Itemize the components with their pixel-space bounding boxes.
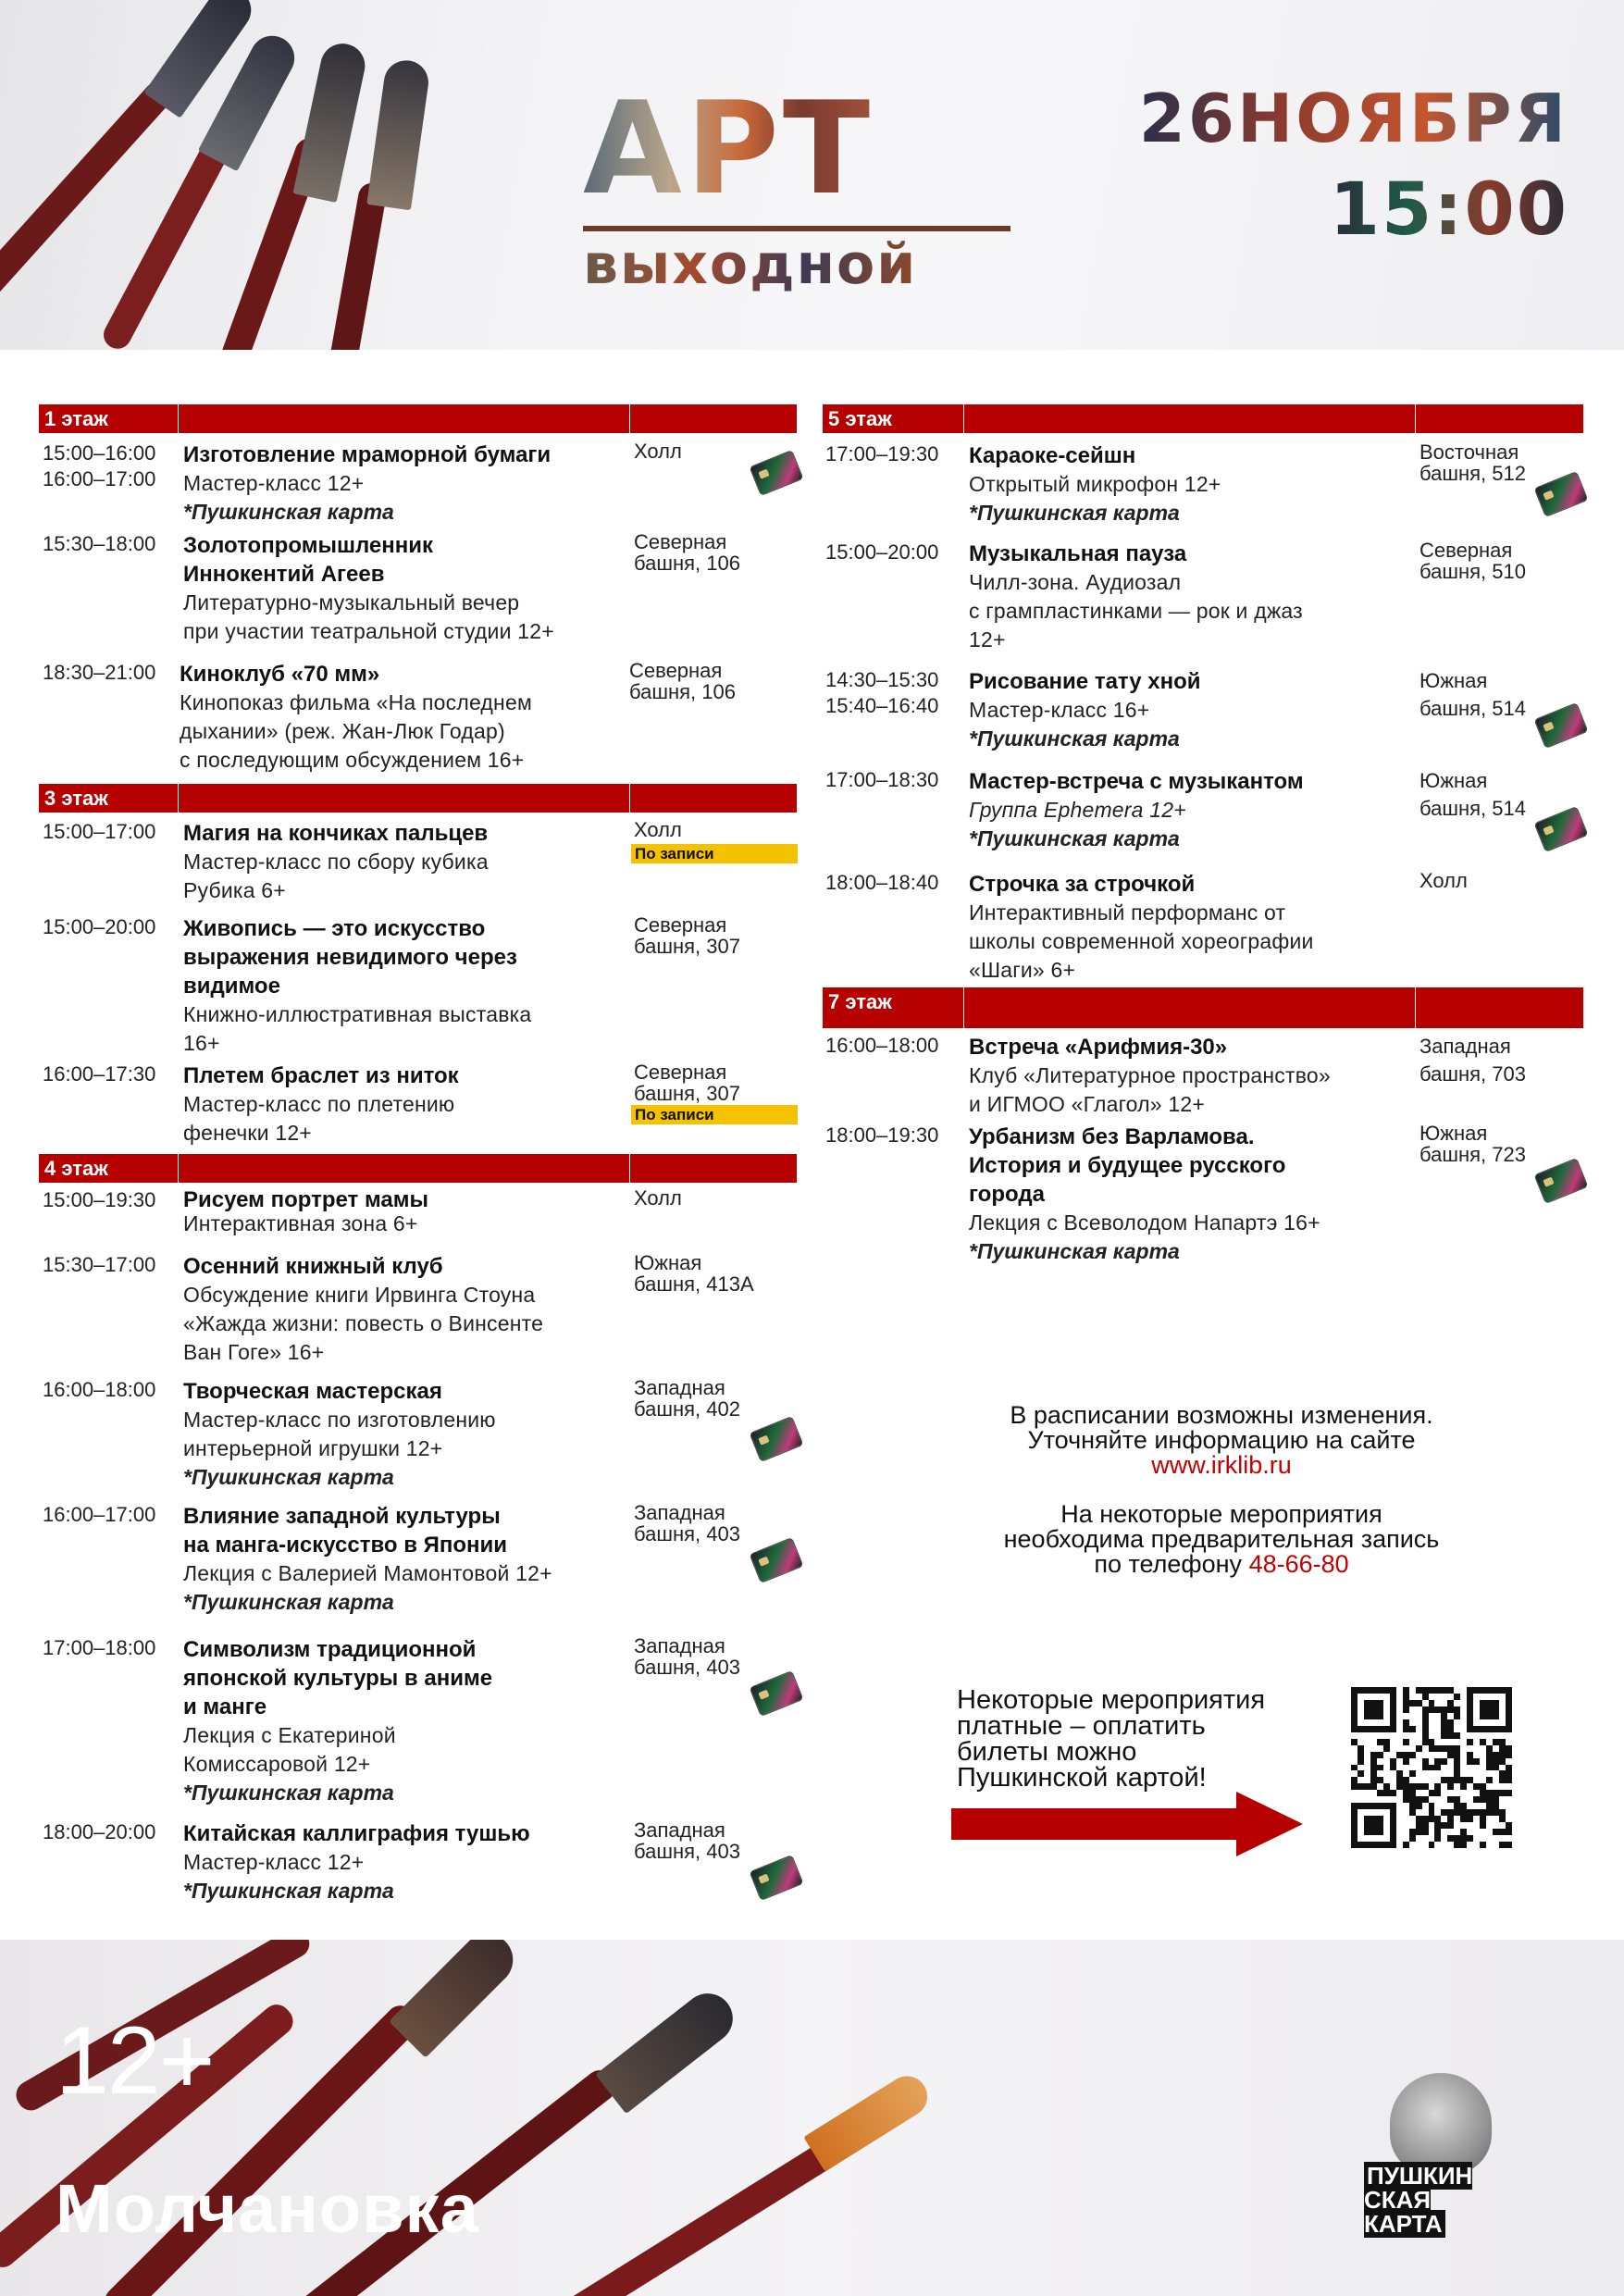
event-description: Мастер-класс по плетению фенечки 12+ [183, 1092, 455, 1145]
event-title: Караоке-сейшн [969, 443, 1136, 468]
pushkin-card-logo [1360, 2073, 1545, 2249]
notice-line: В расписании возможны изменения. [1010, 1401, 1433, 1429]
event-description: Обсуждение книги Ирвинга Стоуна «Жажда жизни: повесть о Винсенте Ван Гоге» 16+ [183, 1283, 544, 1364]
event-item [825, 1123, 1584, 1271]
event-title: Рисование тату хной [969, 669, 1201, 694]
event-item [825, 767, 1584, 860]
event-item [43, 531, 797, 642]
event-time-range: 15:00–17:00 [43, 820, 156, 843]
event-description: Кинопоказ фильма «На последнем дыхании» (реж. Жан-Люк Годар) с последующим обсуждением 16+ [180, 690, 532, 772]
brush-illustration [803, 2068, 935, 2172]
event-location: Западная башня, 403 [634, 1501, 740, 1545]
event-time-range: 15:00–16:00 16:00–17:00 [43, 441, 156, 490]
event-title: Строчка за строчкой [969, 872, 1196, 897]
event-description: Чилл-зона. Аудиозал с грампластинками — рок и джаз 12+ [969, 570, 1303, 652]
event-description: Клуб «Литературное пространство» и ИГМОО «Глагол» 12+ [969, 1063, 1331, 1116]
pushkin-bust-icon [1390, 2073, 1492, 2175]
brush-illustration [99, 128, 237, 350]
pushkin-card-note: *Пушкинская карта [969, 726, 1180, 751]
event-time-range: 18:00–18:40 [825, 871, 939, 894]
event-location: Южная башня, 514 [1419, 669, 1526, 720]
event-item [825, 667, 1584, 760]
notice-line: На некоторые мероприятия [1060, 1500, 1382, 1528]
event-location: Западная башня, 403 [634, 1634, 740, 1679]
brush-illustration [366, 57, 431, 210]
header-banner [0, 0, 1624, 350]
event-time-range: 15:00–20:00 [825, 540, 939, 564]
event-location: Северная башня, 307 [634, 913, 740, 958]
event-location: Западная башня, 703 [1419, 1035, 1526, 1086]
event-time-range: 16:00–17:30 [43, 1062, 156, 1086]
event-item [825, 540, 1584, 660]
event-location: Северная башня, 106 [629, 659, 736, 703]
pushkin-card-icon [1533, 1158, 1588, 1204]
event-subtitle: выходной [583, 232, 918, 297]
event-item [43, 1252, 797, 1372]
pushkin-card-note: *Пушкинская карта [183, 500, 394, 524]
event-description: Литературно-музыкальный вечер при участии театральной студии 12+ [183, 590, 554, 643]
event-location: Северная башня, 106 [634, 530, 740, 575]
event-title: Рисуем портрет мамы [183, 1187, 428, 1212]
section-header-floor-3: 3 этаж [39, 784, 797, 813]
event-title: Влияние западной культуры на манга-искусство в Японии [183, 1504, 508, 1558]
notice-line: необходима предварительная запись [1003, 1525, 1440, 1553]
event-title: Музыкальная пауза [969, 541, 1187, 566]
section-header-floor-5: 5 этаж [823, 404, 1583, 433]
event-location: Западная башня, 403 [634, 1818, 740, 1863]
event-time-range: 14:30–15:30 15:40–16:40 [825, 668, 939, 717]
notice-line: по телефону [1094, 1550, 1249, 1578]
registration-notice [925, 1502, 1518, 1577]
pushkin-card-icon [1533, 702, 1588, 749]
event-description: Мастер-класс 12+ [183, 471, 365, 495]
event-title: Символизм традиционной японской культуры в аниме и манге [183, 1637, 493, 1719]
event-title: Живопись — это искусство выражения невидимого через видимое [183, 916, 517, 999]
pushkin-card-note: *Пушкинская карта [183, 1879, 394, 1903]
phone-number[interactable]: 48-66-80 [1248, 1550, 1349, 1578]
event-location: Южная башня, 723 [1419, 1122, 1526, 1166]
pushkin-card-icon [749, 1416, 803, 1462]
brush-illustration [329, 180, 388, 350]
website-link[interactable]: www.irklib.ru [1151, 1451, 1292, 1479]
pushkin-card-note: *Пушкинская карта [183, 1781, 394, 1805]
registration-badge: По записи [631, 1105, 798, 1124]
event-item [43, 1635, 797, 1811]
event-description: Мастер-класс по изготовлению интерьерной игрушки 12+ [183, 1408, 496, 1460]
brush-illustration [595, 1983, 742, 2114]
event-location: Холл [1419, 869, 1468, 892]
event-item [43, 914, 797, 1053]
event-item [825, 1033, 1584, 1125]
event-time-range: 18:00–19:30 [825, 1123, 939, 1147]
pushkin-card-icon [749, 1855, 803, 1901]
event-item [43, 1377, 797, 1497]
brush-illustration [293, 40, 369, 203]
event-location: Холл [634, 818, 682, 841]
brush-illustration [548, 2136, 845, 2296]
event-title: Магия на кончиках пальцев [183, 821, 489, 846]
event-description: Интерактивная зона 6+ [183, 1211, 418, 1235]
event-location: Восточная башня, 512 [1419, 441, 1526, 485]
event-item [43, 819, 797, 912]
molchanovka-logo: Молчановка [56, 2170, 479, 2247]
pushkin-card-icon [749, 1670, 803, 1717]
event-time-range: 16:00–18:00 [825, 1034, 939, 1057]
event-title: Творческая мастерская [183, 1379, 442, 1404]
pushkin-card-logo-text: ПУШКИН СКАЯ КАРТА [1364, 2162, 1473, 2238]
section-header-floor-1: 1 этаж [39, 404, 797, 433]
pushkin-card-icon [1533, 471, 1588, 517]
event-item [43, 1819, 797, 1912]
pushkin-card-note: *Пушкинская карта [969, 1239, 1180, 1263]
event-time-range: 16:00–17:00 [43, 1503, 156, 1526]
event-location: Холл [634, 1186, 682, 1210]
arrow-icon [951, 1808, 1238, 1840]
event-item [825, 870, 1584, 990]
event-item [43, 441, 797, 533]
arrow-icon [1236, 1792, 1303, 1856]
event-title: Изготовление мраморной бумаги [183, 442, 552, 467]
event-location: Западная башня, 402 [634, 1376, 740, 1421]
event-time: 15:00 [1329, 168, 1568, 252]
event-description: Лекция с Екатериной Комиссаровой 12+ [183, 1723, 396, 1776]
brush-illustration [389, 1940, 524, 2058]
event-item [43, 660, 797, 771]
event-title: Мастер-встреча с музыкантом [969, 769, 1304, 794]
event-item [43, 1187, 797, 1243]
event-time-range: 17:00–18:00 [43, 1636, 156, 1659]
event-title: Встреча «Арифмия-30» [969, 1035, 1228, 1060]
event-description: Лекция с Всеволодом Напартэ 16+ [969, 1210, 1320, 1235]
age-rating: 12+ [56, 2007, 214, 2115]
event-description: Лекция с Валерией Мамонтовой 12+ [183, 1561, 552, 1585]
event-location: Холл [634, 440, 682, 463]
event-description: Интерактивный перформанс от школы современной хореографии «Шаги» 6+ [969, 900, 1314, 982]
notice-line: Уточняйте информацию на сайте [1027, 1426, 1416, 1454]
pushkin-card-icon [749, 1537, 803, 1583]
section-header-floor-4: 4 этаж [39, 1154, 797, 1183]
pushkin-card-icon [749, 450, 803, 496]
event-description: Открытый микрофон 12+ [969, 472, 1221, 496]
schedule-notice [925, 1403, 1518, 1478]
event-time-range: 16:00–18:00 [43, 1378, 156, 1401]
event-title: Осенний книжный клуб [183, 1254, 443, 1279]
event-location: Южная башня, 514 [1419, 769, 1526, 820]
event-time-range: 18:30–21:00 [43, 661, 156, 684]
pushkin-card-note: *Пушкинская карта [183, 1465, 394, 1489]
event-time-range: 17:00–18:30 [825, 768, 939, 791]
pushkin-card-icon [1533, 806, 1588, 852]
event-time-range: 17:00–19:30 [825, 442, 939, 465]
event-date: 26НОЯБРЯ [1138, 80, 1568, 157]
event-title: АРТ [583, 74, 874, 223]
event-location: Северная башня, 510 [1419, 539, 1526, 583]
event-time-range: 15:30–17:00 [43, 1253, 156, 1276]
event-item [43, 1502, 797, 1622]
qr-code[interactable] [1351, 1687, 1512, 1848]
event-title: Золотопромышленник Иннокентий Агеев [183, 533, 433, 587]
pushkin-card-note: *Пушкинская карта [969, 826, 1180, 850]
event-description: Книжно-иллюстративная выставка 16+ [183, 1002, 532, 1055]
event-location: Северная башня, 307 [634, 1061, 740, 1105]
event-time-range: 15:30–18:00 [43, 532, 156, 555]
event-title: Китайская каллиграфия тушью [183, 1821, 530, 1846]
event-time-range: 18:00–20:00 [43, 1820, 156, 1843]
event-item [43, 1061, 797, 1154]
payment-note: Некоторые мероприятия платные – оплатить билеты можно Пушкинской картой! [957, 1685, 1266, 1793]
pushkin-card-note: *Пушкинская карта [969, 501, 1180, 525]
event-description: Мастер-класс по сбору кубика Рубика 6+ [183, 850, 489, 902]
title-divider [583, 226, 1010, 231]
event-title: Плетем браслет из ниток [183, 1063, 459, 1088]
event-title: Киноклуб «70 мм» [180, 662, 380, 687]
event-description: Мастер-класс 12+ [183, 1850, 365, 1874]
event-description: Мастер-класс 16+ [969, 698, 1150, 722]
section-header-floor-7: 7 этаж [823, 987, 1583, 1028]
event-description: Группа Ephemera 12+ [969, 798, 1186, 822]
event-time-range: 15:00–20:00 [43, 915, 156, 938]
registration-badge: По записи [631, 844, 798, 863]
event-location: Южная башня, 413А [634, 1251, 754, 1296]
event-time-range: 15:00–19:30 [43, 1188, 156, 1211]
pushkin-card-note: *Пушкинская карта [183, 1590, 394, 1614]
event-item [825, 441, 1584, 534]
event-title: Урбанизм без Варламова. История и будущее русского города [969, 1124, 1286, 1207]
